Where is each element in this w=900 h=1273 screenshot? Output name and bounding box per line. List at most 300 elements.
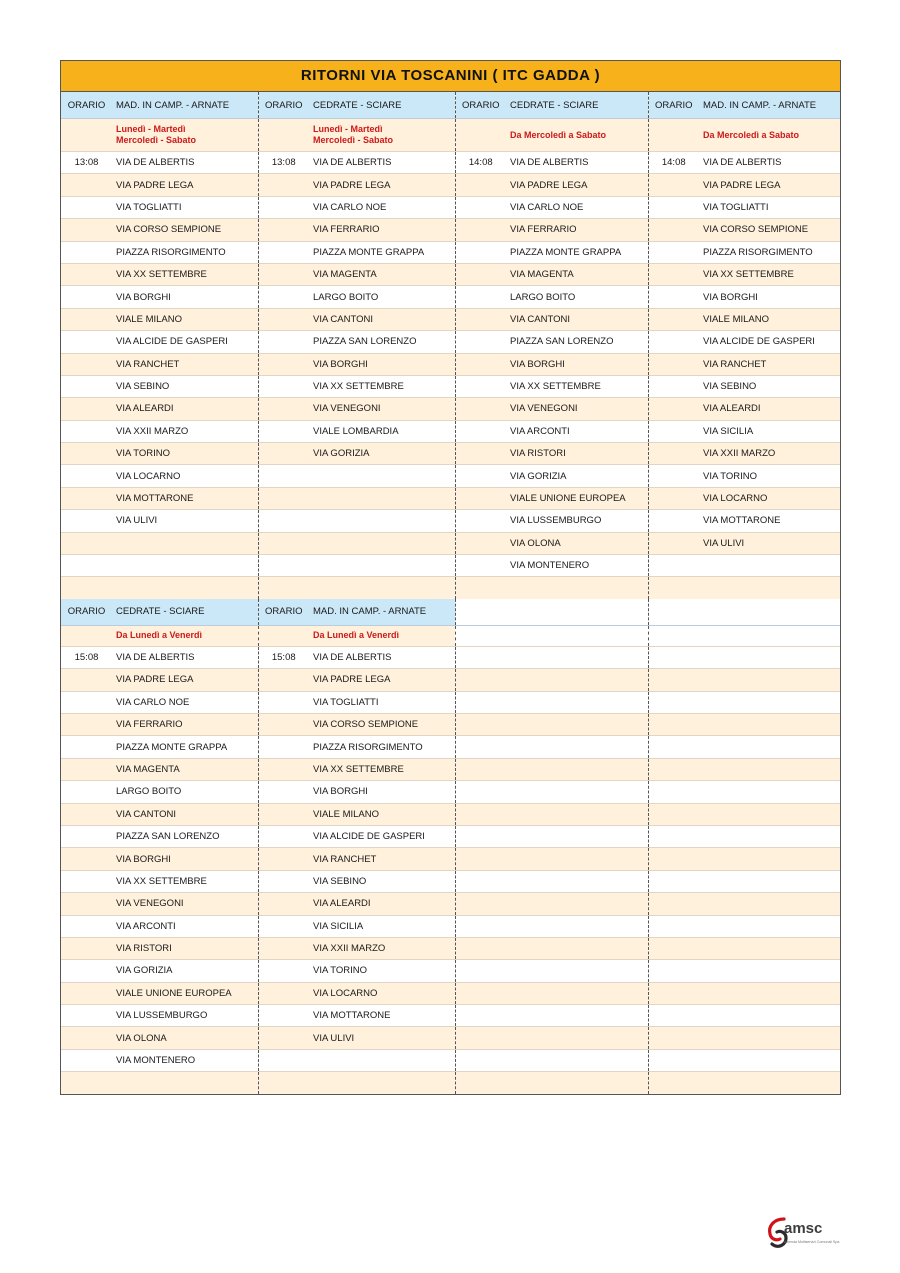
stop-row: [61, 577, 840, 599]
service-days-line-1: Da Mercoledì a Sabato: [510, 129, 607, 140]
service-days-label: [506, 119, 648, 152]
departure-time-cell: [648, 353, 699, 375]
departure-time-cell: [648, 443, 699, 465]
stop-name-cell: VIA RANCHET: [112, 353, 258, 375]
stop-name-cell: PIAZZA MONTE GRAPPA: [506, 241, 648, 263]
departure-time-cell: [258, 487, 309, 509]
logo-subtitle: Azienda Multiservizi Comunali Spa: [784, 1240, 840, 1244]
stop-row: [61, 174, 840, 196]
stop-name-cell: VIA LOCARNO: [699, 487, 840, 509]
departure-time-cell: [258, 375, 309, 397]
stop-name-cell: VIA CARLO NOE: [309, 196, 455, 218]
departure-time-cell: [61, 1049, 112, 1071]
stop-name-cell: VIA LUSSEMBURGO: [112, 1005, 258, 1027]
stop-row: [61, 331, 840, 353]
departure-time-cell: [258, 982, 309, 1004]
stop-row: [61, 937, 840, 959]
departure-time-cell: [455, 848, 506, 870]
departure-time-cell: [648, 870, 699, 892]
departure-time-cell: [648, 465, 699, 487]
time-column-header: ORARIO: [258, 92, 309, 119]
stop-name-cell: VIA PADRE LEGA: [112, 174, 258, 196]
stop-name-cell: [699, 1005, 840, 1027]
departure-time-cell: [648, 1027, 699, 1049]
stop-name-cell: VIA MAGENTA: [112, 758, 258, 780]
departure-time-cell: [455, 196, 506, 218]
time-column-header: ORARIO: [455, 92, 506, 119]
stop-name-cell: PIAZZA MONTE GRAPPA: [112, 736, 258, 758]
departure-time-cell: [258, 1027, 309, 1049]
departure-time-cell: [258, 308, 309, 330]
departure-time-cell: [61, 1027, 112, 1049]
service-days-line-1: Da Lunedì a Venerdì: [116, 630, 203, 641]
stop-row: [61, 691, 840, 713]
stop-name-cell: [506, 937, 648, 959]
departure-time-cell: [258, 577, 309, 599]
departure-time-cell: [455, 1049, 506, 1071]
stop-name-cell: VIA PADRE LEGA: [309, 669, 455, 691]
departure-time-cell: [258, 691, 309, 713]
departure-time-cell: [648, 263, 699, 285]
stop-name-cell: VIA BORGHI: [112, 286, 258, 308]
stop-row: [61, 825, 840, 847]
stop-name-cell: VIALE UNIONE EUROPEA: [112, 982, 258, 1004]
stop-name-cell: [699, 982, 840, 1004]
departure-time-cell: [258, 174, 309, 196]
stop-row: [61, 736, 840, 758]
stop-name-cell: [506, 577, 648, 599]
service-days-line-1: Lunedì - Martedì: [116, 124, 186, 134]
stop-name-cell: VIA MOTTARONE: [699, 510, 840, 532]
stop-name-cell: VIA RISTORI: [506, 443, 648, 465]
empty-days-cell: [648, 625, 699, 646]
departure-time-cell: [61, 1072, 112, 1094]
departure-time-cell: [648, 196, 699, 218]
stop-row: [61, 510, 840, 532]
departure-time-cell: [455, 375, 506, 397]
stop-name-cell: VIA CARLO NOE: [506, 196, 648, 218]
service-days-label: [699, 119, 840, 152]
stop-name-cell: VIA DE ALBERTIS: [506, 152, 648, 174]
departure-time-cell: [455, 1005, 506, 1027]
stop-name-cell: VIA CANTONI: [506, 308, 648, 330]
amsc-logo: [766, 1216, 842, 1256]
stop-name-cell: [506, 848, 648, 870]
stop-name-cell: VIA MAGENTA: [506, 263, 648, 285]
departure-time-cell: [455, 937, 506, 959]
departure-time-cell: [455, 286, 506, 308]
departure-time-cell: 14:08: [455, 152, 506, 174]
departure-time-cell: [455, 960, 506, 982]
stop-name-cell: [699, 669, 840, 691]
stop-name-cell: VIA DE ALBERTIS: [309, 646, 455, 668]
stop-row: [61, 893, 840, 915]
stop-name-cell: LARGO BOITO: [112, 781, 258, 803]
departure-time-cell: [648, 241, 699, 263]
time-column-header: ORARIO: [258, 599, 309, 626]
stop-row: [61, 443, 840, 465]
stop-name-cell: [699, 937, 840, 959]
departure-time-cell: [648, 375, 699, 397]
departure-time-cell: [648, 848, 699, 870]
departure-time-cell: [455, 331, 506, 353]
stop-name-cell: VIALE UNIONE EUROPEA: [506, 487, 648, 509]
stop-name-cell: VIA DE ALBERTIS: [112, 152, 258, 174]
service-days-line-1: Lunedì - Martedì: [313, 124, 383, 134]
stop-name-cell: VIA SEBINO: [309, 870, 455, 892]
departure-time-cell: [648, 308, 699, 330]
departure-time-cell: [455, 420, 506, 442]
stop-row: [61, 1027, 840, 1049]
stop-name-cell: VIA XXII MARZO: [112, 420, 258, 442]
empty-header-cell: [506, 599, 648, 626]
departure-time-cell: [258, 420, 309, 442]
stop-name-cell: [699, 893, 840, 915]
stop-name-cell: VIA FERRARIO: [309, 219, 455, 241]
stop-row: [61, 196, 840, 218]
departure-time-cell: [61, 848, 112, 870]
departure-time-cell: [61, 443, 112, 465]
stop-name-cell: VIA XXII MARZO: [699, 443, 840, 465]
service-days-label: [309, 119, 455, 152]
stop-name-cell: VIA PADRE LEGA: [309, 174, 455, 196]
stop-name-cell: VIA MAGENTA: [309, 263, 455, 285]
stop-name-cell: VIA ULIVI: [699, 532, 840, 554]
stop-name-cell: VIA GORIZIA: [309, 443, 455, 465]
departure-time-cell: [648, 803, 699, 825]
stop-row: [61, 982, 840, 1004]
departure-time-cell: [648, 736, 699, 758]
stop-name-cell: PIAZZA RISORGIMENTO: [112, 241, 258, 263]
stop-row: [61, 152, 840, 174]
departure-time-cell: [648, 577, 699, 599]
stop-name-cell: PIAZZA SAN LORENZO: [309, 331, 455, 353]
departure-time-cell: [648, 758, 699, 780]
departure-time-cell: 13:08: [61, 152, 112, 174]
departure-time-cell: [61, 870, 112, 892]
stop-name-cell: [309, 555, 455, 577]
route-column-header: CEDRATE - SCIARE: [309, 92, 455, 119]
stop-row: [61, 915, 840, 937]
departure-time-cell: [648, 982, 699, 1004]
stop-name-cell: [699, 758, 840, 780]
departure-time-cell: [61, 915, 112, 937]
route-column-header: MAD. IN CAMP. - ARNATE: [309, 599, 455, 626]
timetable-block-1: [61, 92, 840, 599]
departure-time-cell: [455, 893, 506, 915]
departure-time-cell: [61, 353, 112, 375]
departure-time-cell: [258, 510, 309, 532]
stop-name-cell: VIALE MILANO: [699, 308, 840, 330]
stop-name-cell: VIA BORGHI: [506, 353, 648, 375]
stop-name-cell: [506, 915, 648, 937]
departure-time-cell: [648, 1049, 699, 1071]
stop-row: [61, 960, 840, 982]
stop-row: [61, 555, 840, 577]
departure-time-cell: [258, 219, 309, 241]
stop-name-cell: [506, 960, 648, 982]
departure-time-cell: [61, 465, 112, 487]
stop-name-cell: VIA DE ALBERTIS: [699, 152, 840, 174]
stop-name-cell: VIA ULIVI: [112, 510, 258, 532]
stop-name-cell: VIA XX SETTEMBRE: [112, 870, 258, 892]
departure-time-cell: [648, 420, 699, 442]
stop-name-cell: VIA XX SETTEMBRE: [309, 375, 455, 397]
departure-time-cell: [258, 241, 309, 263]
service-days-label: [309, 625, 455, 646]
departure-time-cell: [61, 331, 112, 353]
stop-row: [61, 870, 840, 892]
stop-name-cell: [506, 781, 648, 803]
stop-name-cell: VIA SICILIA: [309, 915, 455, 937]
stop-name-cell: [309, 1049, 455, 1071]
stop-name-cell: VIA BORGHI: [699, 286, 840, 308]
departure-time-cell: [258, 848, 309, 870]
days-time-cell: [455, 119, 506, 152]
stop-name-cell: VIA MOTTARONE: [309, 1005, 455, 1027]
stop-name-cell: VIALE MILANO: [112, 308, 258, 330]
stop-name-cell: [506, 1027, 648, 1049]
stop-name-cell: VIA TOGLIATTI: [112, 196, 258, 218]
departure-time-cell: [455, 915, 506, 937]
departure-time-cell: [258, 803, 309, 825]
stop-name-cell: [699, 781, 840, 803]
days-time-cell: [258, 119, 309, 152]
stop-name-cell: VIA RANCHET: [699, 353, 840, 375]
stop-name-cell: PIAZZA SAN LORENZO: [506, 331, 648, 353]
departure-time-cell: [455, 465, 506, 487]
departure-time-cell: [455, 825, 506, 847]
stop-name-cell: VIA ARCONTI: [112, 915, 258, 937]
days-time-cell: [61, 119, 112, 152]
stop-name-cell: VIA FERRARIO: [506, 219, 648, 241]
stop-name-cell: VIA DE ALBERTIS: [112, 646, 258, 668]
column-header-row: [61, 92, 840, 119]
stop-name-cell: [699, 915, 840, 937]
departure-time-cell: [61, 241, 112, 263]
departure-time-cell: [455, 174, 506, 196]
departure-time-cell: [61, 803, 112, 825]
stop-name-cell: VIA BORGHI: [112, 848, 258, 870]
departure-time-cell: [61, 420, 112, 442]
departure-time-cell: [455, 577, 506, 599]
departure-time-cell: [258, 263, 309, 285]
departure-time-cell: [61, 532, 112, 554]
stop-name-cell: VIA ARCONTI: [506, 420, 648, 442]
stop-name-cell: VIA ALEARDI: [309, 893, 455, 915]
service-days-line-1: Da Lunedì a Venerdì: [313, 630, 400, 641]
stop-name-cell: VIA XX SETTEMBRE: [309, 758, 455, 780]
stop-name-cell: [699, 646, 840, 668]
stop-name-cell: [506, 1005, 648, 1027]
service-days-line-2: Mercoledì - Sabato: [116, 135, 197, 145]
time-column-header: ORARIO: [648, 92, 699, 119]
departure-time-cell: [61, 196, 112, 218]
stop-name-cell: VIA TOGLIATTI: [309, 691, 455, 713]
stop-name-cell: VIA VENEGONI: [112, 893, 258, 915]
stop-name-cell: PIAZZA RISORGIMENTO: [309, 736, 455, 758]
stop-name-cell: VIA PADRE LEGA: [699, 174, 840, 196]
stop-name-cell: VIALE MILANO: [309, 803, 455, 825]
departure-time-cell: [61, 286, 112, 308]
departure-time-cell: [455, 1027, 506, 1049]
departure-time-cell: [61, 398, 112, 420]
departure-time-cell: [258, 353, 309, 375]
stop-name-cell: [699, 848, 840, 870]
departure-time-cell: [61, 555, 112, 577]
departure-time-cell: [455, 1072, 506, 1094]
departure-time-cell: [61, 781, 112, 803]
departure-time-cell: [455, 870, 506, 892]
service-days-line-2: Mercoledì - Sabato: [313, 135, 394, 145]
departure-time-cell: 14:08: [648, 152, 699, 174]
departure-time-cell: [61, 982, 112, 1004]
stop-name-cell: LARGO BOITO: [506, 286, 648, 308]
departure-time-cell: [648, 331, 699, 353]
stop-name-cell: PIAZZA MONTE GRAPPA: [309, 241, 455, 263]
departure-time-cell: [648, 555, 699, 577]
stop-name-cell: [506, 691, 648, 713]
stop-name-cell: [506, 1049, 648, 1071]
stop-name-cell: [699, 1027, 840, 1049]
stop-name-cell: VIA LUSSEMBURGO: [506, 510, 648, 532]
stop-name-cell: VIA CANTONI: [112, 803, 258, 825]
stop-name-cell: [506, 870, 648, 892]
stop-name-cell: [699, 713, 840, 735]
stop-name-cell: [506, 736, 648, 758]
departure-time-cell: [258, 1072, 309, 1094]
departure-time-cell: [61, 960, 112, 982]
departure-time-cell: [455, 398, 506, 420]
route-column-header: CEDRATE - SCIARE: [112, 599, 258, 626]
departure-time-cell: [61, 487, 112, 509]
stop-name-cell: [699, 870, 840, 892]
departure-time-cell: [258, 915, 309, 937]
stop-name-cell: [506, 982, 648, 1004]
departure-time-cell: 15:08: [258, 646, 309, 668]
stop-name-cell: [309, 510, 455, 532]
days-time-cell: [61, 625, 112, 646]
empty-header-cell: [699, 599, 840, 626]
departure-time-cell: [455, 758, 506, 780]
departure-time-cell: [648, 487, 699, 509]
departure-time-cell: [455, 736, 506, 758]
empty-days-cell: [699, 625, 840, 646]
stop-name-cell: VIA GORIZIA: [112, 960, 258, 982]
departure-time-cell: [258, 893, 309, 915]
stop-name-cell: VIA ALCIDE DE GASPERI: [112, 331, 258, 353]
stop-name-cell: VIA CANTONI: [309, 308, 455, 330]
departure-time-cell: [648, 825, 699, 847]
stop-row: [61, 487, 840, 509]
stop-name-cell: VIA CORSO SEMPIONE: [112, 219, 258, 241]
stop-name-cell: VIA TORINO: [112, 443, 258, 465]
service-days-line-1: Da Mercoledì a Sabato: [703, 129, 800, 140]
stop-name-cell: [699, 1049, 840, 1071]
departure-time-cell: [648, 1005, 699, 1027]
stop-row: [61, 398, 840, 420]
logo-wordmark: amsc: [784, 1220, 823, 1237]
departure-time-cell: [455, 219, 506, 241]
departure-time-cell: [455, 532, 506, 554]
stop-name-cell: [309, 532, 455, 554]
stop-row: [61, 420, 840, 442]
departure-time-cell: [258, 870, 309, 892]
departure-time-cell: [258, 781, 309, 803]
stop-name-cell: VIA OLONA: [506, 532, 648, 554]
stop-name-cell: VIA SEBINO: [112, 375, 258, 397]
departure-time-cell: [455, 803, 506, 825]
departure-time-cell: [648, 960, 699, 982]
departure-time-cell: [258, 443, 309, 465]
departure-time-cell: [455, 713, 506, 735]
stop-name-cell: VIA SEBINO: [699, 375, 840, 397]
route-column-header: CEDRATE - SCIARE: [506, 92, 648, 119]
stop-name-cell: VIA PADRE LEGA: [112, 669, 258, 691]
stop-name-cell: PIAZZA SAN LORENZO: [112, 825, 258, 847]
stop-name-cell: [112, 577, 258, 599]
departure-time-cell: [61, 736, 112, 758]
stop-name-cell: VIA TORINO: [699, 465, 840, 487]
departure-time-cell: [455, 781, 506, 803]
stop-name-cell: [699, 1072, 840, 1094]
departure-time-cell: [61, 825, 112, 847]
departure-time-cell: [648, 646, 699, 668]
stop-name-cell: VIA XX SETTEMBRE: [699, 263, 840, 285]
stop-name-cell: VIA CORSO SEMPIONE: [309, 713, 455, 735]
departure-time-cell: [61, 1005, 112, 1027]
departure-time-cell: [648, 286, 699, 308]
stop-row: [61, 646, 840, 668]
departure-time-cell: [648, 781, 699, 803]
departure-time-cell: [61, 308, 112, 330]
time-column-header: ORARIO: [61, 92, 112, 119]
departure-time-cell: [61, 713, 112, 735]
stop-name-cell: [112, 1072, 258, 1094]
empty-days-cell: [455, 625, 506, 646]
departure-time-cell: [61, 577, 112, 599]
departure-time-cell: [455, 646, 506, 668]
stop-row: [61, 465, 840, 487]
stop-row: [61, 375, 840, 397]
stop-name-cell: [506, 713, 648, 735]
stop-name-cell: VIA DE ALBERTIS: [309, 152, 455, 174]
departure-time-cell: [455, 487, 506, 509]
stop-row: [61, 1072, 840, 1094]
departure-time-cell: [648, 669, 699, 691]
stop-name-cell: VIA ULIVI: [309, 1027, 455, 1049]
departure-time-cell: [258, 713, 309, 735]
departure-time-cell: [61, 758, 112, 780]
departure-time-cell: [648, 893, 699, 915]
departure-time-cell: [455, 982, 506, 1004]
stop-name-cell: [309, 465, 455, 487]
stop-name-cell: [506, 825, 648, 847]
stop-row: [61, 713, 840, 735]
departure-time-cell: [61, 375, 112, 397]
empty-header-cell: [455, 599, 506, 626]
stop-name-cell: [309, 487, 455, 509]
departure-time-cell: [455, 510, 506, 532]
stop-row: [61, 1005, 840, 1027]
stop-name-cell: [699, 825, 840, 847]
stop-name-cell: [309, 1072, 455, 1094]
departure-time-cell: [455, 691, 506, 713]
departure-time-cell: [61, 669, 112, 691]
stop-row: [61, 848, 840, 870]
departure-time-cell: [258, 196, 309, 218]
stop-row: [61, 758, 840, 780]
